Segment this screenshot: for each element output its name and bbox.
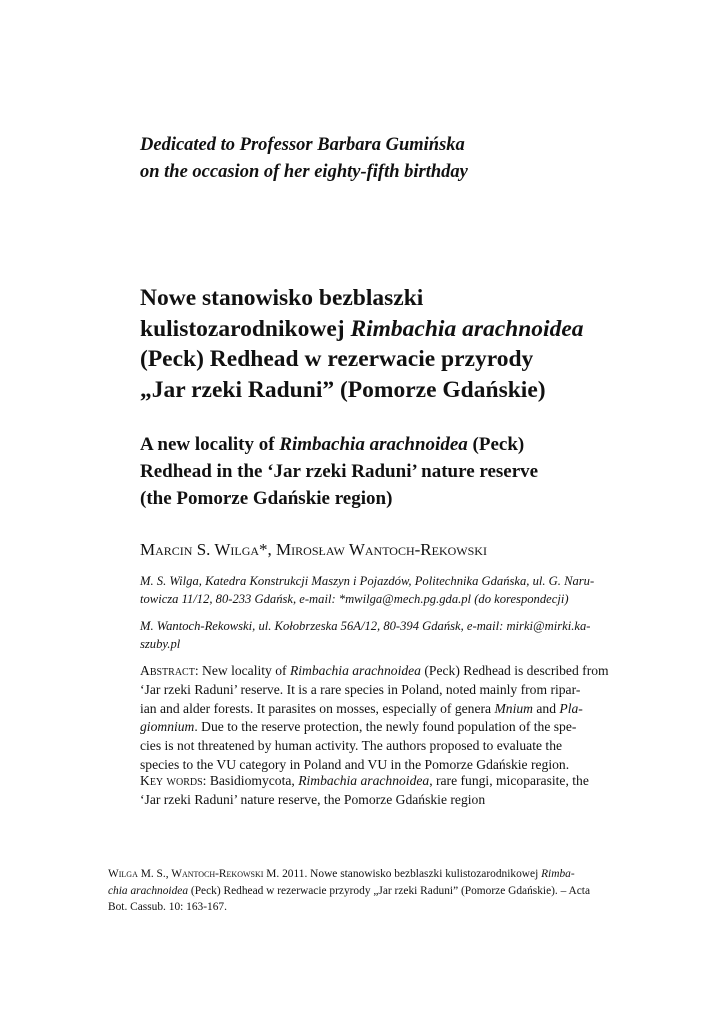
species-name: Rimbachia arachnoidea <box>298 773 430 788</box>
abstract-line <box>140 700 630 719</box>
affiliation-1 <box>140 572 630 608</box>
dedication-line: Dedicated to Professor Barbara Gumińska <box>140 135 465 155</box>
title-polish-line: (Peck) Redhead w rezerwacie przyrody <box>140 346 534 372</box>
keywords-line: ‘Jar rzeki Raduni’ nature reserve, the Pomorze Gdańskie region <box>140 791 486 807</box>
abstract-text: ian and alder forests. It parasites on mosses, especially of genera <box>140 700 495 716</box>
affiliation-line: M. Wantoch-Rekowski, ul. Kołobrzeska 56A/12, 80-394 Gdańsk, e-mail: mirki@mirki.ka- <box>140 619 591 633</box>
keywords-label: Key words: <box>140 773 207 788</box>
title-polish-line <box>140 314 630 345</box>
dedication <box>140 132 620 186</box>
citation-text: 2011. Nowe stanowisko bezblaszki kulistozarodnikowej <box>279 868 542 880</box>
abstract-line: cies is not threatened by human activity. The authors proposed to evaluate the <box>140 738 563 754</box>
abstract-line <box>140 662 630 681</box>
abstract-text: (Peck) Redhead is described from <box>420 663 609 678</box>
dedication-line: on the occasion of her eighty-fifth birthday <box>140 162 468 182</box>
abstract-text: New locality of <box>198 663 290 678</box>
title-text: A new locality of <box>140 434 280 455</box>
abstract-line: ‘Jar rzeki Raduni’ reserve. It is a rare species in Poland, noted mainly from ripar- <box>140 681 581 697</box>
abstract <box>140 662 630 775</box>
abstract-text: . Due to the reserve protection, the newly found population of the spe- <box>194 719 577 735</box>
citation-authors: Wilga M. S., Wantoch-Rekowski M. <box>108 868 280 880</box>
species-name: chia arachnoidea <box>108 884 189 897</box>
species-name: Rimbachia arachnoidea <box>289 663 421 678</box>
title-polish-line: Nowe stanowisko bezblaszki <box>140 285 424 311</box>
species-name: Rimbachia arachnoidea <box>279 434 468 455</box>
abstract-line <box>140 718 630 737</box>
species-name: Rimba- <box>541 868 575 880</box>
citation-line <box>108 866 628 883</box>
abstract-text: and <box>532 700 560 716</box>
keywords-line <box>140 772 630 791</box>
affiliation-line: towicza 11/12, 80-233 Gdańsk, e-mail: *mwilga@mech.pg.gda.pl (do korespondecji) <box>140 592 569 606</box>
title-english <box>140 431 630 512</box>
species-name: Rimbachia arachnoidea <box>350 315 584 342</box>
keywords <box>140 772 630 810</box>
title-text: kulistozarodnikowej <box>140 315 351 342</box>
keywords-text: Basidiomycota, <box>206 773 299 788</box>
citation-line <box>108 883 628 900</box>
genus-name: giomnium <box>140 719 195 735</box>
title-polish-line: „Jar rzeki Raduni” (Pomorze Gdańskie) <box>140 376 546 403</box>
affiliation-line: szuby.pl <box>140 637 181 651</box>
title-english-line <box>140 431 630 458</box>
title-polish <box>140 283 630 405</box>
keywords-text: , rare fungi, micoparasite, the <box>429 773 589 788</box>
abstract-label: Abstract: <box>140 663 199 678</box>
genus-name: Pla- <box>559 700 583 716</box>
title-text: (Peck) <box>467 434 525 455</box>
affiliation-2 <box>140 617 630 653</box>
citation <box>108 866 628 916</box>
authors-line: Marcin S. Wilga*, Mirosław Wantoch-Rekowski <box>140 540 487 559</box>
citation-text: (Peck) Redhead w rezerwacie przyrody „Jar rzeki Raduni” (Pomorze Gdańskie). – Acta <box>188 884 591 897</box>
citation-line: Bot. Cassub. 10: 163-167. <box>108 901 227 913</box>
title-english-line: Redhead in the ‘Jar rzeki Raduni’ nature reserve <box>140 461 539 482</box>
affiliation-line: M. S. Wilga, Katedra Konstrukcji Maszyn i Pojazdów, Politechnika Gdańska, ul. G. Naru- <box>140 574 595 588</box>
genus-name: Mnium <box>494 700 533 716</box>
abstract-line: species to the VU category in Poland and VU in the Pomorze Gdańskie region. <box>140 756 570 772</box>
title-english-line: (the Pomorze Gdańskie region) <box>140 488 393 509</box>
